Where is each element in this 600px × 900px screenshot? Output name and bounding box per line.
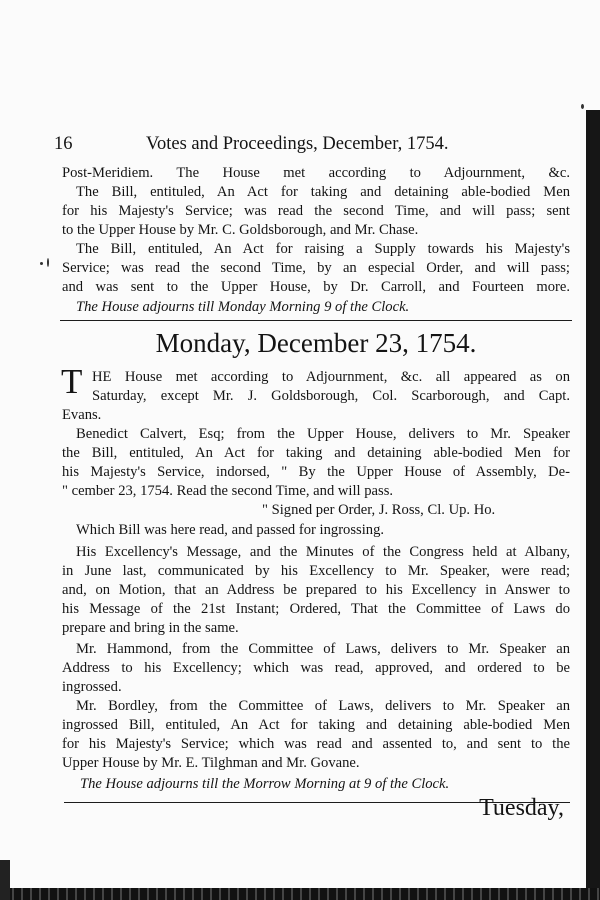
catchword: Tuesday, xyxy=(479,795,564,821)
post-meridiem-line: The Bill, entituled, An Act for taking and detaining able-bodied Men xyxy=(76,184,570,200)
monday-line: prepare and bring in the same. xyxy=(62,620,239,636)
adjournment-line: The House adjourns till Monday Morning 9 of the Clock. xyxy=(76,299,410,315)
scan-edge-right xyxy=(586,110,600,900)
monday-line: Benedict Calvert, Esq; from the Upper House, delivers to Mr. Speaker xyxy=(76,426,570,442)
day-heading: Monday, December 23, 1754. xyxy=(155,328,477,358)
monday-line: in June last, communicated by his Excellency to Mr. Speaker, were read; xyxy=(62,563,570,579)
monday-line: Mr. Hammond, from the Committee of Laws, delivers to Mr. Speaker an xyxy=(76,641,570,657)
signature-line: " Signed per Order, J. Ross, Cl. Up. Ho. xyxy=(262,502,496,518)
post-meridiem-line: Post-Meridiem. The House met according to Adjournment, &c. xyxy=(62,165,570,181)
monday-line: ingrossed Bill, entituled, An Act for taking and detaining able-bodied Men xyxy=(62,717,570,733)
post-meridiem-line: to the Upper House by Mr. C. Goldsborough, and Mr. Chase. xyxy=(62,222,419,238)
monday-line: ingrossed. xyxy=(62,679,122,695)
monday-line: " cember 23, 1754. Read the second Time, and will pass. xyxy=(62,483,394,499)
monday-line: for his Majesty's Service; which was read and assented to, and sent to the xyxy=(62,736,570,752)
monday-line: Address to his Excellency; which was read, approved, and ordered to be xyxy=(62,660,570,676)
scan-speck xyxy=(40,262,43,265)
monday-line: Mr. Bordley, from the Committee of Laws, delivers to Mr. Speaker an xyxy=(76,698,570,714)
monday-line: Evans. xyxy=(62,407,102,423)
monday-line: and, on Motion, that an Address be prepared to his Excellency in Answer to xyxy=(62,582,570,598)
scan-edge-bottom xyxy=(0,888,600,900)
running-head xyxy=(54,132,484,156)
scan-speck xyxy=(47,258,49,267)
monday-line: Upper House by Mr. E. Tilghman and Mr. Govane. xyxy=(62,755,360,771)
monday-line: Which Bill was here read, and passed for ingrossing. xyxy=(76,522,385,538)
monday-line: Saturday, except Mr. J. Goldsborough, Col. Scarborough, and Capt. xyxy=(92,388,570,404)
scan-edge-left xyxy=(0,860,10,900)
drop-cap: T xyxy=(61,362,83,401)
post-meridiem-line: and was sent to the Upper House, by Dr. Carroll, and Fourteen more. xyxy=(62,279,570,295)
post-meridiem-line: The Bill, entituled, An Act for raising a Supply towards his Majesty's xyxy=(76,241,570,257)
section-divider xyxy=(60,320,572,321)
monday-line: the Bill, entituled, An Act for taking and detaining able-bodied Men for xyxy=(62,445,570,461)
adjournment-line: The House adjourns till the Morrow Morning at 9 of the Clock. xyxy=(80,776,450,792)
monday-line: his Message of the 21st Instant; Ordered, That the Committee of Laws do xyxy=(62,601,570,617)
post-meridiem-line: for his Majesty's Service; was read the second Time, and will pass; sent xyxy=(62,203,570,219)
page-number: 16 xyxy=(54,134,73,154)
monday-line: HE House met according to Adjournment, &c. all appeared as on xyxy=(92,369,570,385)
running-title: Votes and Proceedings, December, 1754. xyxy=(146,134,449,154)
monday-line: His Excellency's Message, and the Minutes of the Congress held at Albany, xyxy=(76,544,570,560)
post-meridiem-line: Service; was read the second Time, by an especial Order, and will pass; xyxy=(62,260,570,276)
monday-line: his Majesty's Service, indorsed, " By the Upper House of Assembly, De- xyxy=(62,464,570,480)
scan-speck xyxy=(581,104,584,109)
